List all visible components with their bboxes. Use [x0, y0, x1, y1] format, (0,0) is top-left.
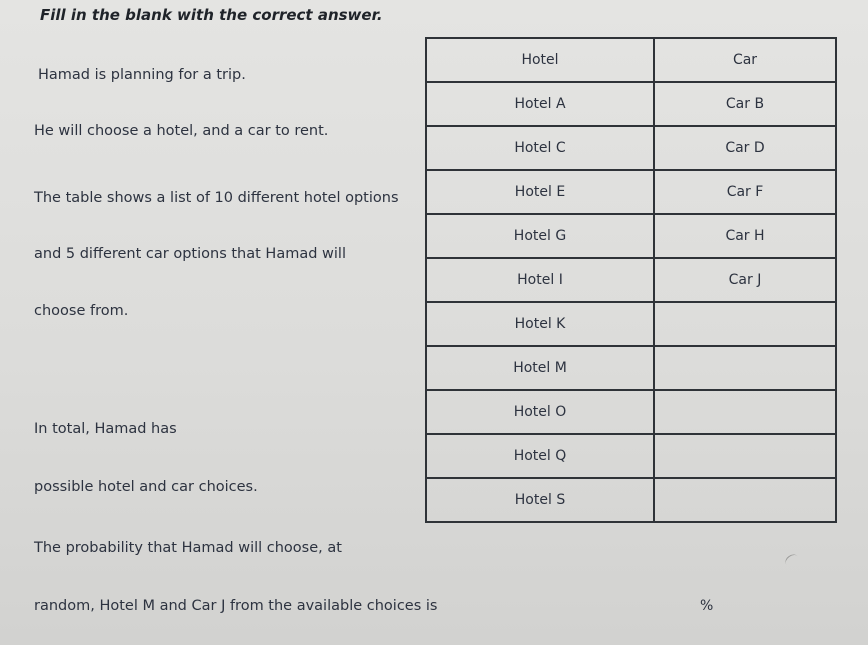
hotel-cell: Hotel G — [426, 214, 654, 258]
paragraph-random-choice: random, Hotel M and Car J from the available choices is — [34, 598, 438, 614]
table-row — [426, 302, 836, 346]
paragraph-choose-from: choose from. — [34, 303, 129, 319]
table-row — [426, 214, 836, 258]
paragraph-choose: He will choose a hotel, and a car to rent. — [34, 123, 329, 139]
table-row — [426, 390, 836, 434]
car-cell: Car F — [654, 170, 836, 214]
hotel-cell: Hotel S — [426, 478, 654, 522]
pencil-mark — [783, 552, 801, 569]
hotel-cell: Hotel E — [426, 170, 654, 214]
table-row — [426, 346, 836, 390]
paragraph-car-options: and 5 different car options that Hamad will — [34, 246, 346, 262]
car-cell: Car H — [654, 214, 836, 258]
car-cell — [654, 346, 836, 390]
car-cell — [654, 478, 836, 522]
header-hotel: Hotel — [426, 38, 654, 82]
hotel-car-table — [425, 37, 837, 523]
table-row — [426, 170, 836, 214]
table-row — [426, 434, 836, 478]
header-car: Car — [654, 38, 836, 82]
table-header-row — [426, 38, 836, 82]
hotel-cell: Hotel M — [426, 346, 654, 390]
paragraph-in-total: In total, Hamad has — [34, 421, 177, 437]
car-cell — [654, 434, 836, 478]
table-row — [426, 258, 836, 302]
percent-sign: % — [700, 598, 714, 614]
car-cell: Car D — [654, 126, 836, 170]
hotel-cell: Hotel K — [426, 302, 654, 346]
hotel-cell: Hotel C — [426, 126, 654, 170]
paragraph-probability: The probability that Hamad will choose, at — [34, 540, 342, 556]
car-cell — [654, 302, 836, 346]
hotel-cell: Hotel O — [426, 390, 654, 434]
table-row — [426, 126, 836, 170]
car-cell — [654, 390, 836, 434]
table-row — [426, 82, 836, 126]
paragraph-hotel-options: The table shows a list of 10 different hotel options — [34, 190, 399, 206]
hotel-cell: Hotel A — [426, 82, 654, 126]
car-cell: Car B — [654, 82, 836, 126]
hotel-cell: Hotel I — [426, 258, 654, 302]
paragraph-possible-choices: possible hotel and car choices. — [34, 479, 258, 495]
car-cell: Car J — [654, 258, 836, 302]
hotel-cell: Hotel Q — [426, 434, 654, 478]
instruction-title: Fill in the blank with the correct answer. — [40, 6, 383, 24]
paragraph-trip: Hamad is planning for a trip. — [38, 67, 246, 83]
table-row — [426, 478, 836, 522]
